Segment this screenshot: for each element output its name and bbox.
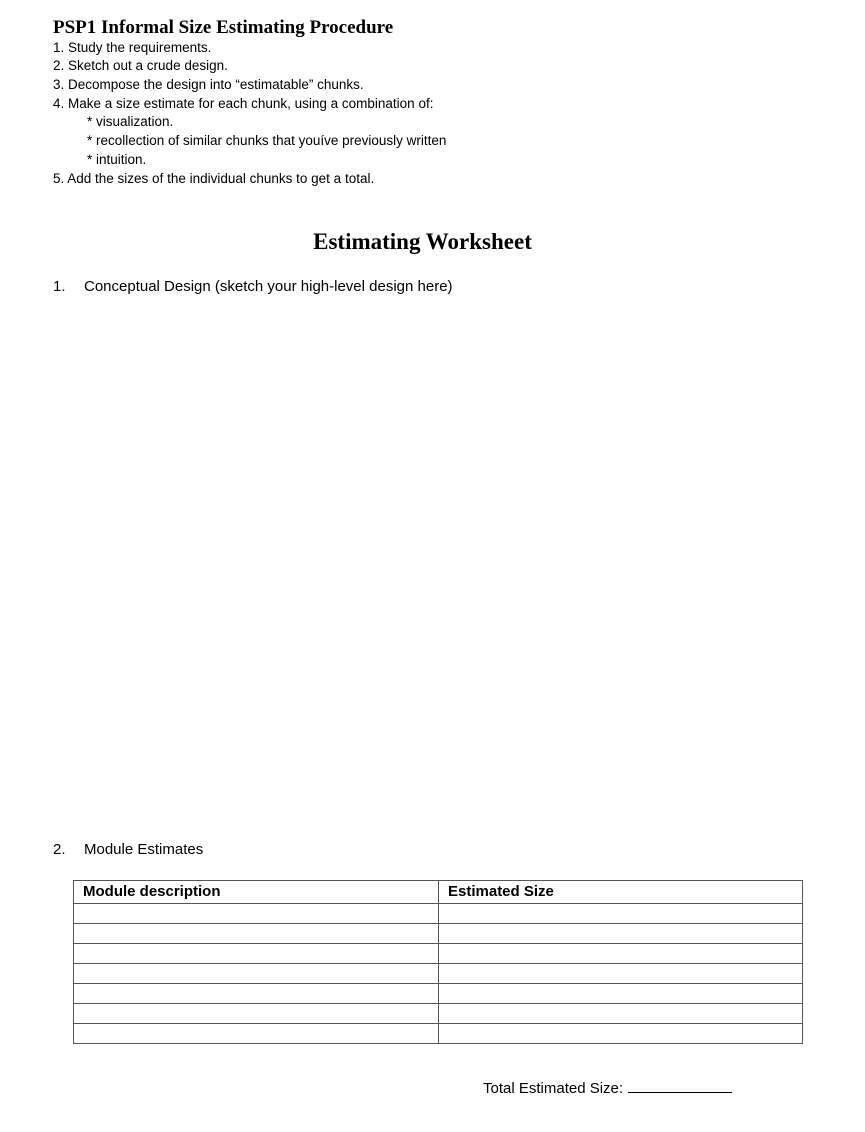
- estimated-size-cell[interactable]: [439, 944, 803, 964]
- procedure-step: 2. Sketch out a crude design.: [53, 58, 228, 73]
- estimated-size-cell[interactable]: [439, 1024, 803, 1044]
- total-estimated-size-label: Total Estimated Size:: [483, 1080, 624, 1097]
- section-label: Conceptual Design (sketch your high-level design here): [84, 278, 453, 295]
- table-row: [74, 1004, 803, 1024]
- module-description-cell[interactable]: [74, 1024, 439, 1044]
- estimated-size-cell[interactable]: [439, 984, 803, 1004]
- module-description-cell[interactable]: [74, 924, 439, 944]
- table-row: [74, 984, 803, 1004]
- total-estimated-size-blank[interactable]: [628, 1077, 732, 1093]
- table-header-row: [74, 881, 803, 904]
- table-row: [74, 1024, 803, 1044]
- estimated-size-header: Estimated Size: [439, 881, 803, 904]
- procedure-title: PSP1 Informal Size Estimating Procedure: [53, 17, 394, 38]
- design-sketch-area[interactable]: [53, 310, 803, 820]
- procedure-step: 4. Make a size estimate for each chunk, using a combination of:: [53, 96, 434, 111]
- table-row: [74, 904, 803, 924]
- module-description-cell[interactable]: [74, 964, 439, 984]
- estimated-size-cell[interactable]: [439, 1004, 803, 1024]
- section-label: Module Estimates: [84, 841, 204, 858]
- module-description-cell[interactable]: [74, 1004, 439, 1024]
- estimated-size-cell[interactable]: [439, 964, 803, 984]
- section-number: 1.: [53, 278, 66, 295]
- procedure-substep: * intuition.: [87, 152, 147, 167]
- procedure-step: 3. Decompose the design into “estimatable” chunks.: [53, 77, 364, 92]
- section-number: 2.: [53, 841, 66, 858]
- worksheet-title: Estimating Worksheet: [313, 229, 532, 254]
- total-estimated-size: [483, 1077, 732, 1099]
- table-row: [74, 924, 803, 944]
- section-module-estimates: [53, 840, 203, 860]
- table-row: [74, 964, 803, 984]
- module-description-cell[interactable]: [74, 984, 439, 1004]
- estimated-size-cell[interactable]: [439, 904, 803, 924]
- module-description-cell[interactable]: [74, 944, 439, 964]
- section-conceptual-design: [53, 277, 453, 297]
- table-row: [74, 944, 803, 964]
- procedure-step: 1. Study the requirements.: [53, 40, 212, 55]
- module-description-header: Module description: [74, 881, 439, 904]
- procedure-step: 5. Add the sizes of the individual chunks to get a total.: [53, 171, 375, 186]
- module-description-cell[interactable]: [74, 904, 439, 924]
- module-estimates-table: [73, 880, 803, 1044]
- procedure-substep: * visualization.: [87, 114, 174, 129]
- procedure-substep: * recollection of similar chunks that youíve previously written: [87, 133, 447, 148]
- estimated-size-cell[interactable]: [439, 924, 803, 944]
